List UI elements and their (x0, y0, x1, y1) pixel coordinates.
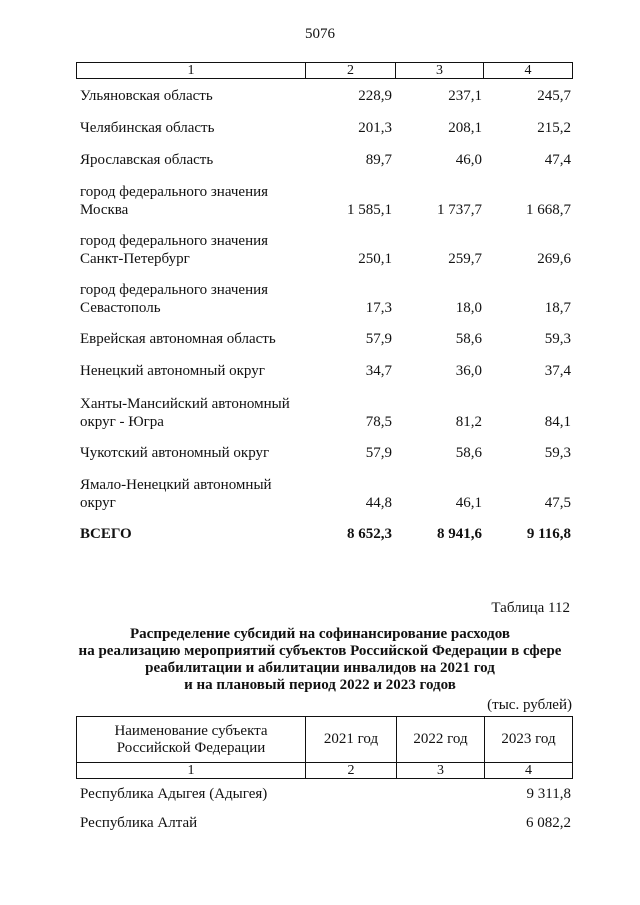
value-2021: 57,9 (365, 331, 392, 347)
header-num-4: 4 (484, 763, 572, 778)
value-2023: 6 082,2 (526, 815, 571, 831)
value-2023: 1 668,7 (526, 202, 571, 218)
value-2023: 37,4 (544, 363, 571, 379)
units-label: (тыс. рублей) (487, 697, 572, 713)
table1-header-col3: 3 (395, 63, 483, 78)
value-2022: 208,1 (448, 120, 482, 136)
value-2022: 18,0 (455, 300, 482, 316)
value-2023: 215,2 (537, 120, 571, 136)
total-2022: 8 941,6 (437, 526, 482, 542)
table1-header-col2: 2 (305, 63, 395, 78)
region-name: Ульяновская область (80, 88, 213, 104)
value-2021: 57,9 (365, 445, 392, 461)
region-name: Ярославская область (80, 152, 214, 168)
value-2021: 201,3 (358, 120, 392, 136)
value-2021: 228,9 (358, 88, 392, 104)
region-name: Чукотский автономный округ (80, 445, 270, 461)
value-2022: 1 737,7 (437, 202, 482, 218)
value-2021: 78,5 (365, 414, 392, 430)
value-2023: 269,6 (537, 251, 571, 267)
header-subject-name: Наименование субъекта Российской Федерации (114, 722, 268, 756)
header-num-1: 1 (187, 762, 195, 778)
region-name: город федерального значения Санкт-Петербург (80, 233, 269, 267)
value-2021: 250,1 (358, 251, 392, 267)
value-2022: 36,0 (455, 363, 482, 379)
table1-header-col4: 4 (483, 63, 572, 78)
value-2021: 44,8 (365, 495, 392, 511)
table2-header (76, 716, 573, 779)
value-2022: 259,7 (448, 251, 482, 267)
region-name: Челябинская область (80, 120, 215, 136)
value-2023: 59,3 (544, 445, 571, 461)
region-name: город федерального значения Москва (80, 184, 269, 218)
value-2023: 9 311,8 (526, 786, 571, 802)
value-2021: 89,7 (365, 152, 392, 168)
region-name: Ненецкий автономный округ (80, 363, 265, 379)
value-2022: 81,2 (455, 414, 482, 430)
header-2022: 2022 год (396, 717, 484, 762)
value-2022: 58,6 (455, 331, 482, 347)
value-2022: 237,1 (448, 88, 482, 104)
region-name: Ханты-Мансийский автономный округ - Югра (80, 396, 290, 430)
page-number: 5076 (305, 26, 335, 42)
table1-header-row (76, 62, 573, 79)
table-title: Распределение субсидий на софинансирование расходов на реализацию мероприятий субъектов Российской Федерации в сфере реабилитации и абилитации инвалидов на 2021 год и на плановый период 2022 и 2023 годов (78, 626, 562, 693)
value-2021: 34,7 (365, 363, 392, 379)
value-2021: 1 585,1 (347, 202, 392, 218)
total-2023: 9 116,8 (526, 526, 571, 542)
header-num-3: 3 (396, 763, 484, 778)
value-2023: 59,3 (544, 331, 571, 347)
table-label: Таблица 112 (491, 600, 570, 616)
value-2023: 18,7 (544, 300, 571, 316)
region-name: город федерального значения Севастополь (80, 282, 269, 316)
value-2023: 84,1 (544, 414, 571, 430)
value-2023: 245,7 (537, 88, 571, 104)
value-2022: 46,0 (455, 152, 482, 168)
header-2023: 2023 год (484, 717, 572, 762)
header-2021: 2021 год (305, 717, 396, 762)
region-name: Республика Алтай (80, 815, 198, 831)
region-name: Республика Адыгея (Адыгея) (80, 786, 268, 802)
value-2023: 47,5 (544, 495, 571, 511)
region-name: Ямало-Ненецкий автономный округ (80, 477, 272, 511)
value-2023: 47,4 (544, 152, 571, 168)
header-num-2: 2 (305, 763, 396, 778)
total-2021: 8 652,3 (347, 526, 392, 542)
total-label: ВСЕГО (80, 526, 132, 542)
value-2022: 46,1 (455, 495, 482, 511)
table1-header-col1: 1 (187, 63, 195, 78)
region-name: Еврейская автономная область (80, 331, 276, 347)
value-2022: 58,6 (455, 445, 482, 461)
value-2021: 17,3 (365, 300, 392, 316)
